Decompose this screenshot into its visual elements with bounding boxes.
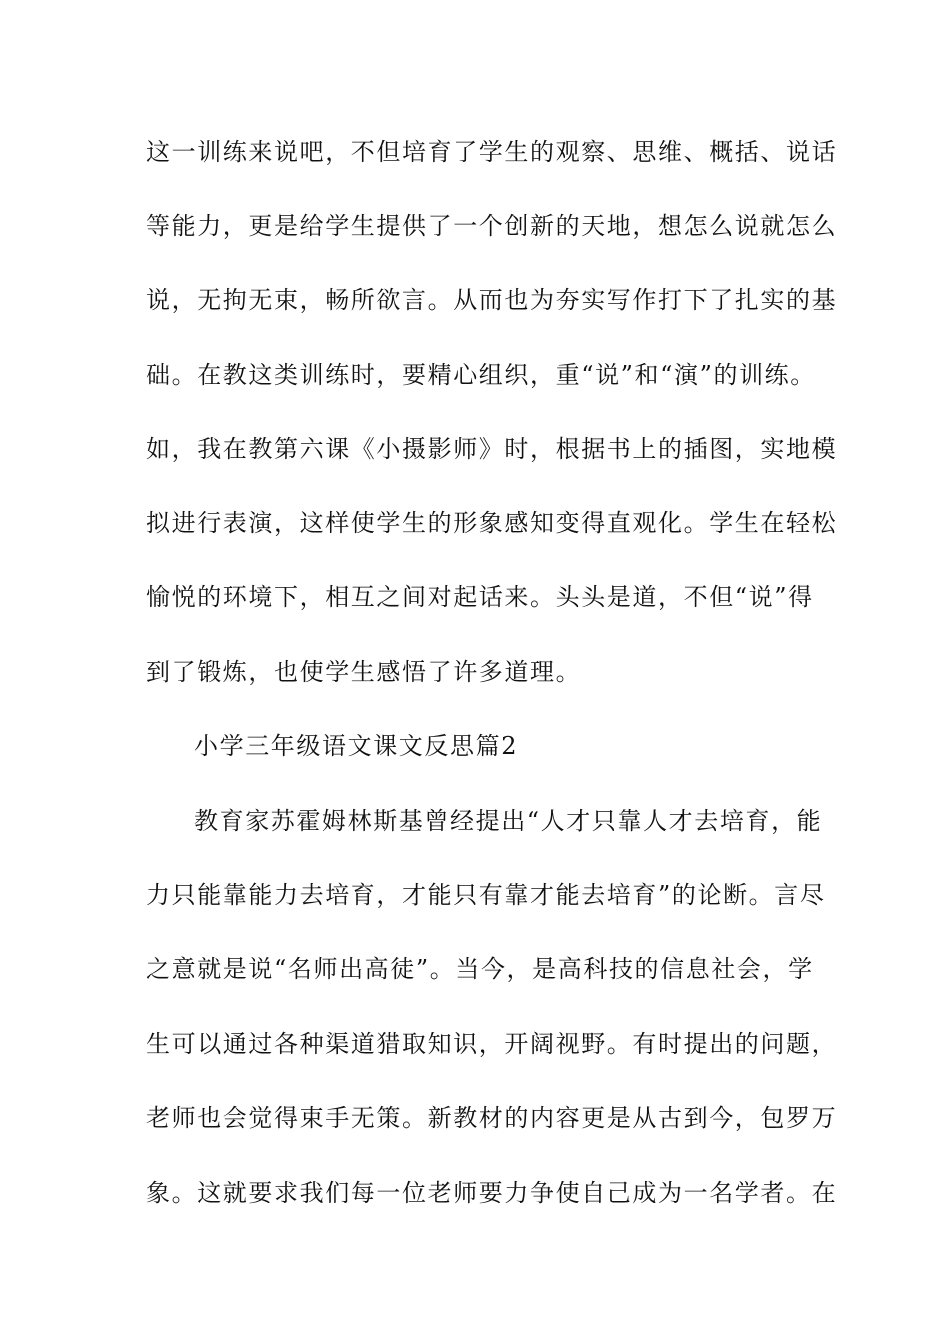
- body-line-5: 如，我在教第六课《小摄影师》时，根据书上的插图，实地模: [146, 435, 838, 463]
- body-line-13: 生可以通过各种渠道猎取知识，开阔视野。有时提出的问题，: [146, 1030, 838, 1058]
- body-line-12: 之意就是说“名师出高徒”。当今，是高科技的信息社会，学: [146, 955, 814, 983]
- body-line-6: 拟进行表演，这样使学生的形象感知变得直观化。学生在轻松: [146, 509, 838, 537]
- body-line-7: 愉悦的环境下，相互之间对起话来。头头是道，不但“说”得: [146, 583, 814, 611]
- body-line-2: 等能力，更是给学生提供了一个创新的天地，想怎么说就怎么: [146, 212, 838, 240]
- body-line-15: 象。这就要求我们每一位老师要力争使自己成为一名学者。在: [146, 1179, 838, 1207]
- body-line-11: 力只能靠能力去培育，才能只有靠才能去培育”的论断。言尽: [146, 881, 826, 909]
- body-line-4: 础。在教这类训练时，要精心组织，重“说”和“演”的训练。: [146, 361, 816, 389]
- body-line-14: 老师也会觉得束手无策。新教材的内容更是从古到今，包罗万: [146, 1104, 838, 1132]
- body-line-1: 这一训练来说吧，不但培育了学生的观察、思维、概括、说话: [146, 138, 838, 166]
- section-heading: 小学三年级语文课文反思篇2: [194, 732, 519, 760]
- body-line-10: 教育家苏霍姆林斯基曾经提出“人才只靠人才去培育，能: [194, 807, 823, 835]
- body-line-8: 到了锻炼，也使学生感悟了许多道理。: [146, 658, 582, 686]
- body-line-3: 说，无拘无束，畅所欲言。从而也为夯实写作打下了扎实的基: [146, 286, 838, 314]
